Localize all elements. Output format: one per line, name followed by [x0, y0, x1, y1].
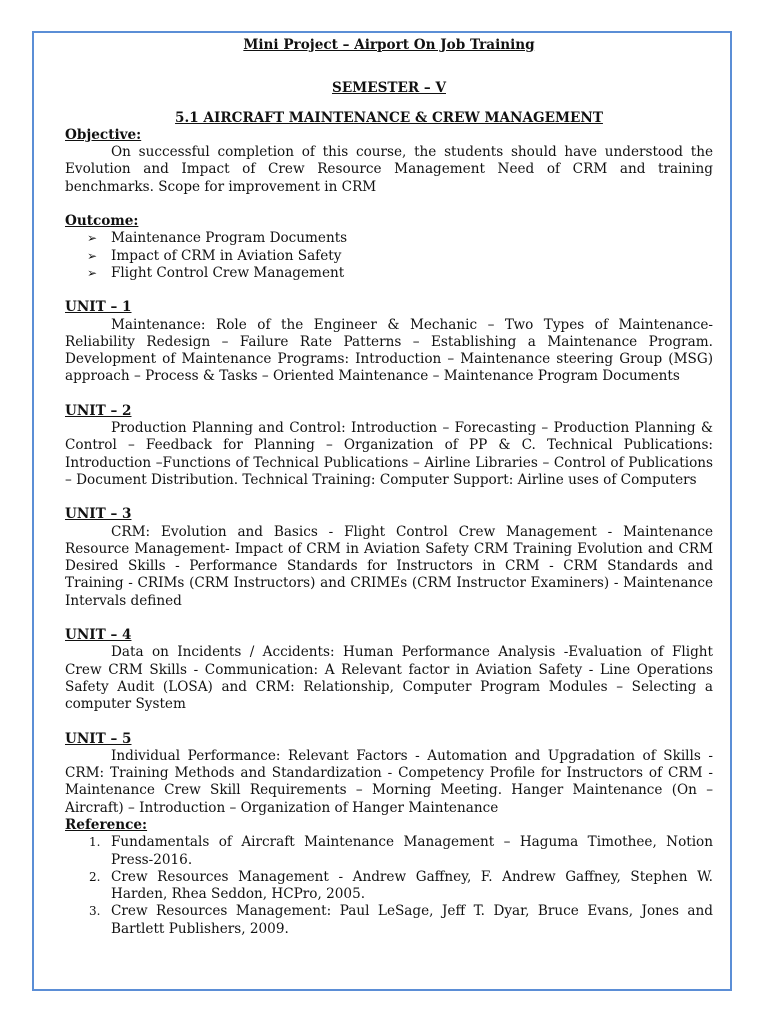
- document-title: Mini Project – Airport On Job Training: [243, 37, 535, 53]
- unit-label: UNIT – 2: [65, 402, 132, 419]
- list-item: [85, 869, 713, 904]
- outcome-item-text: Maintenance Program Documents: [111, 230, 348, 247]
- unit-5-section: [65, 731, 713, 817]
- outcome-label: Outcome:: [65, 213, 139, 230]
- unit-text: Data on Incidents / Accidents: Human Performance Analysis -Evaluation of Flight Crew CRM Skills - Communication: A Relevant factor in Aviation Safety - Line Operations Safety Audit (LOSA) and CRM: Relationship, Computer Program Modules – Selecting a computer System: [65, 644, 713, 713]
- reference-number: 1.: [89, 835, 101, 850]
- unit-text: Maintenance: Role of the Engineer & Mechanic – Two Types of Maintenance-Reliability Redesign – Failure Rate Patterns – Establishing a Maintenance Program. Development of Maintenance Programs: Introduction – Maintenance steering Group (MSG) approach – Process & Tasks – Oriented Maintenance – Maintenance Program Documents: [65, 316, 713, 385]
- list-item: [85, 248, 713, 265]
- objective-label: Objective:: [65, 126, 142, 143]
- document-body: [65, 37, 713, 938]
- unit-3-section: [65, 506, 713, 610]
- reference-text: Fundamentals of Aircraft Maintenance Management – Haguma Timothee, Notion Press-2016.: [111, 834, 713, 868]
- outcome-item-text: Impact of CRM in Aviation Safety: [111, 247, 342, 264]
- course-title: 5.1 AIRCRAFT MAINTENANCE & CREW MANAGEMENT: [175, 109, 603, 126]
- list-item: [85, 230, 713, 247]
- unit-label: UNIT – 5: [65, 730, 132, 747]
- unit-1-section: [65, 299, 713, 385]
- objective-text: On successful completion of this course, the students should have understood the Evolution and Impact of Crew Resource Management Need of CRM and training benchmarks. Scope for improvement in CRM: [65, 144, 713, 195]
- reference-text: Crew Resources Management: Paul LeSage, Jeff T. Dyar, Bruce Evans, Jones and Bartlett Publishers, 2009.: [111, 903, 713, 937]
- unit-label: UNIT – 4: [65, 627, 132, 644]
- arrow-bullet-icon: ➢: [87, 231, 98, 246]
- list-item: [85, 265, 713, 282]
- unit-text: CRM: Evolution and Basics - Flight Control Crew Management - Maintenance Resource Management- Impact of CRM in Aviation Safety CRM Training Evolution and CRM Desired Skills - Performance Standards for Instructors in CRM - CRM Standards and Training - CRIMs (CRM Instructors) and CRIMEs (CRM Instructor Examiners) - Maintenance Intervals defined: [65, 523, 713, 609]
- reference-label: Reference:: [65, 816, 148, 833]
- outcome-section: [65, 213, 713, 282]
- reference-text: Crew Resources Management - Andrew Gaffney, F. Andrew Gaffney, Stephen W. Harden, Rhea Seddon, HCPro, 2005.: [111, 868, 713, 903]
- unit-label: UNIT – 3: [65, 506, 132, 523]
- list-item: [85, 903, 713, 938]
- arrow-bullet-icon: ➢: [87, 248, 98, 263]
- unit-label: UNIT – 1: [65, 299, 132, 316]
- reference-number: 2.: [89, 869, 101, 884]
- arrow-bullet-icon: ➢: [87, 265, 98, 280]
- objective-section: [65, 127, 713, 196]
- outcome-list: [65, 230, 713, 282]
- outcome-item-text: Flight Control Crew Management: [111, 264, 345, 281]
- unit-text: Production Planning and Control: Introduction – Forecasting – Production Planning & Control – Feedback for Planning – Organization of PP & C. Technical Publications: Introduction –Functions of Technical Publications – Airline Libraries – Control of Publications – Document Distribution. Technical Training: Computer Support: Airline uses of Computers: [65, 420, 713, 488]
- unit-2-section: [65, 403, 713, 489]
- semester-heading: SEMESTER – V: [332, 80, 446, 97]
- reference-list: [65, 834, 713, 938]
- reference-number: 3.: [89, 904, 101, 919]
- unit-4-section: [65, 627, 713, 713]
- list-item: [85, 834, 713, 869]
- reference-section: [65, 817, 713, 938]
- unit-text: Individual Performance: Relevant Factors - Automation and Upgradation of Skills - CRM: Training Methods and Standardization - Competency Profile for Instructors of CRM - Maintenance Crew Skill Requirements – Morning Meeting. Hanger Maintenance (On –Aircraft) – Introduction – Organization of Hanger Maintenance: [65, 747, 713, 816]
